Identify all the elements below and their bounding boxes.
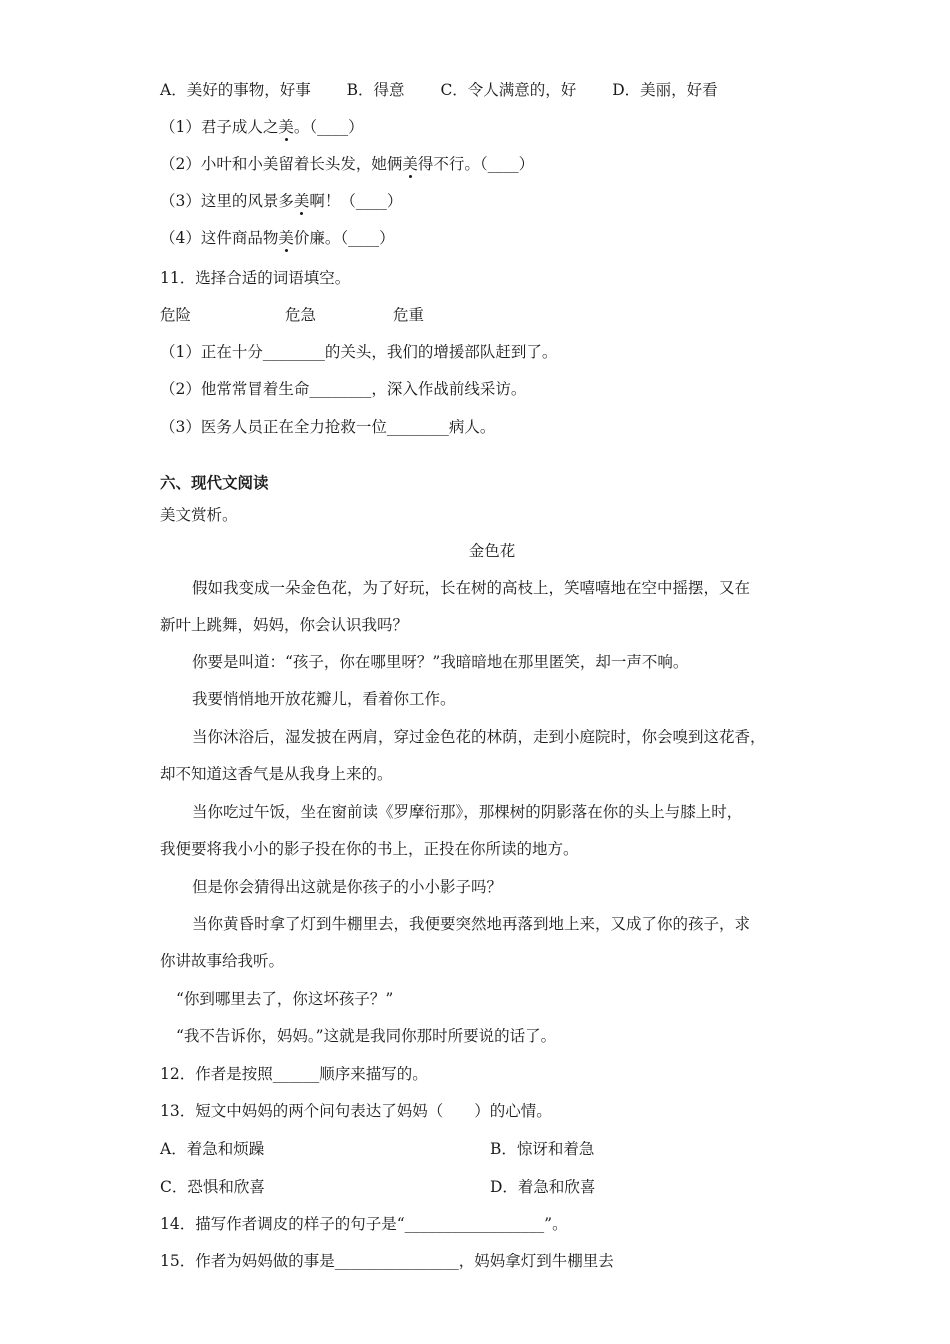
- emphasis-mark: 美: [402, 155, 418, 173]
- passage-line: 却不知道这香气是从我身上来的。: [160, 765, 393, 783]
- q12: 12．作者是按照______顺序来描写的。: [160, 1065, 428, 1083]
- emphasis-mark: 美: [278, 229, 294, 247]
- q11-stem: 11．选择合适的词语填空。: [160, 269, 351, 287]
- passage-title: 金色花: [468, 542, 516, 560]
- section-intro: 美文赏析。: [160, 506, 238, 524]
- emphasis-mark: 美: [293, 192, 310, 210]
- emphasis-mark: 美: [278, 118, 294, 136]
- passage-line: 当你吃过午饭，坐在窗前读《罗摩衍那》，那棵树的阴影落在你的头上与膝上时，: [192, 803, 743, 821]
- q11-item-3: （3）医务人员正在全力抢救一位________病人。: [160, 418, 496, 436]
- q10-item-2: （2）小叶和小美留着长头发，她俩美得不行。（____）: [160, 155, 535, 173]
- passage-line: “你到哪里去了，你这坏孩子？”: [176, 990, 394, 1008]
- q11-item-1: （1）正在十分________的关头，我们的增援部队赶到了。: [160, 343, 558, 361]
- q10-item-4: （4）这件商品物美价廉。（____）: [160, 229, 395, 247]
- q13-option-c: C．恐惧和欣喜: [160, 1178, 265, 1196]
- q10-options: A．美好的事物，好事 B．得意 C．令人满意的，好 D．美丽，好看: [160, 81, 718, 99]
- q11-item-2: （2）他常常冒着生命________，深入作战前线采访。: [160, 380, 527, 398]
- q11-word-1: 危险: [160, 306, 192, 324]
- q13-option-b: B．惊讶和着急: [490, 1140, 595, 1158]
- passage-line: “我不告诉你，妈妈。”这就是我同你那时所要说的话了。: [176, 1027, 557, 1045]
- passage-line: 新叶上跳舞，妈妈，你会认识我吗？: [160, 616, 409, 634]
- q15: 15．作者为妈妈做的事是________________，妈妈拿灯到牛棚里去: [160, 1252, 614, 1270]
- q13-option-d: D．着急和欣喜: [490, 1178, 596, 1196]
- q10-item-1: （1）君子成人之美。（____）: [160, 118, 364, 136]
- passage-line: 当你黄昏时拿了灯到牛棚里去，我便要突然地再落到地上来，又成了你的孩子，求: [192, 915, 751, 933]
- q11-word-3: 危重: [393, 306, 425, 324]
- passage-line: 假如我变成一朵金色花，为了好玩，长在树的高枝上，笑嘻嘻地在空中摇摆，又在: [192, 579, 751, 597]
- q14: 14．描写作者调皮的样子的句子是“__________________”。: [160, 1215, 568, 1233]
- passage-line: 但是你会猜得出这就是你孩子的小小影子吗？: [192, 878, 503, 896]
- section-heading: 六、现代文阅读: [160, 474, 269, 492]
- passage-line: 当你沐浴后，湿发披在两肩，穿过金色花的林荫，走到小庭院时，你会嗅到这花香，: [192, 728, 766, 746]
- passage-line: 我要悄悄地开放花瓣儿，看着你工作。: [192, 690, 456, 708]
- passage-line: 我便要将我小小的影子投在你的书上，正投在你所读的地方。: [160, 840, 579, 858]
- passage-line: 你讲故事给我听。: [160, 952, 285, 970]
- q13-option-a: A．着急和烦躁: [160, 1140, 265, 1158]
- q10-item-3: （3）这里的风景多美啊！（____）: [160, 192, 403, 210]
- q11-word-2: 危急: [285, 306, 317, 324]
- q13-stem: 13．短文中妈妈的两个问句表达了妈妈（ ）的心情。: [160, 1102, 552, 1120]
- passage-line: 你要是叫道：“孩子，你在哪里呀？”我暗暗地在那里匿笑，却一声不响。: [192, 653, 689, 671]
